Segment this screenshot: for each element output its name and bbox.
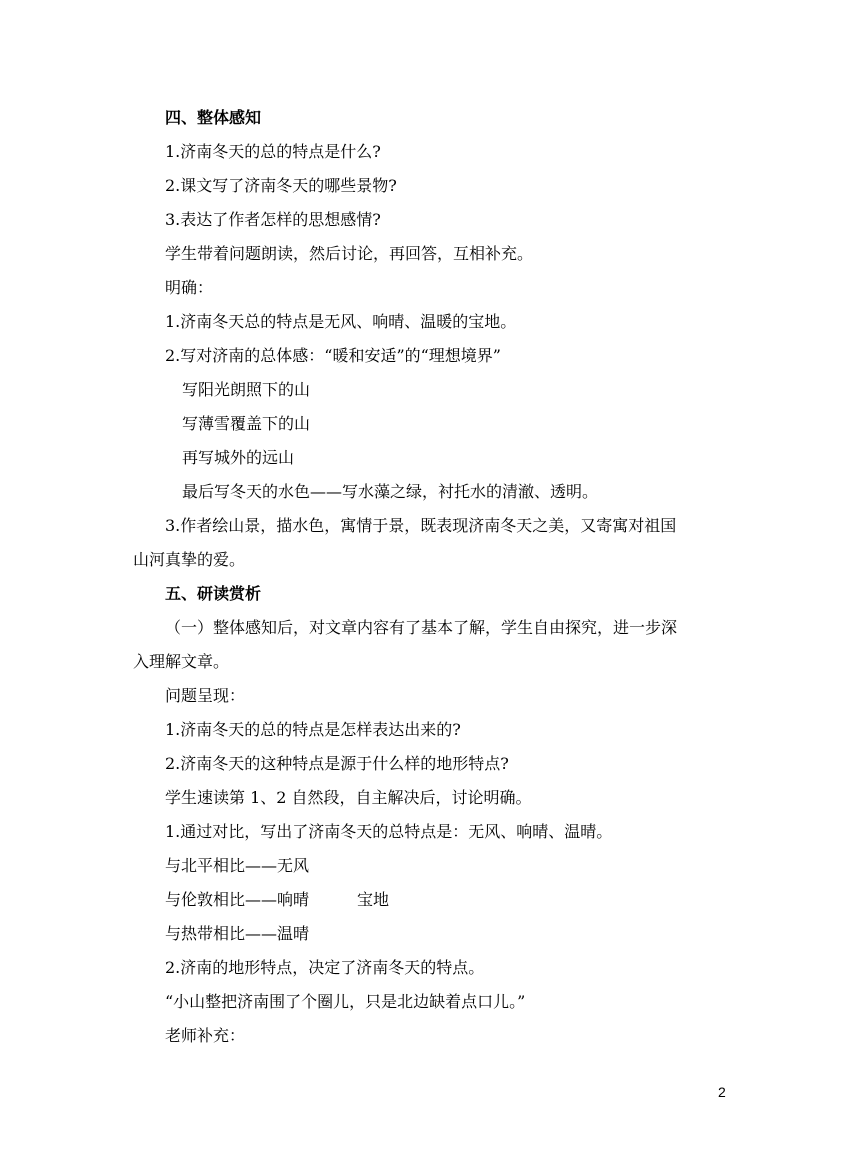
answer-3-line-2: 山河真挚的爱。 bbox=[133, 550, 246, 569]
study-answer-1: 1.通过对比，写出了济南冬天的总特点是：无风、响晴、温晴。 bbox=[165, 822, 613, 841]
activity-text: 学生带着问题朗读，然后讨论，再回答，互相补充。 bbox=[165, 244, 534, 263]
teacher-note-label: 老师补充： bbox=[165, 1026, 246, 1045]
study-answer-2: 2.济南的地形特点，决定了济南冬天的特点。 bbox=[165, 958, 485, 977]
section-heading-overall-perception: 四、整体感知 bbox=[165, 108, 262, 127]
intro-line-2: 入理解文章。 bbox=[133, 652, 230, 671]
comparison-tropics: 与热带相比——温晴 bbox=[165, 924, 310, 943]
comparison-beiping: 与北平相比——无风 bbox=[165, 856, 310, 875]
study-activity: 学生速读第 1、2 自然段，自主解决后，讨论明确。 bbox=[165, 788, 532, 807]
quote-text: “小山整把济南围了个圈儿，只是北边缺着点口儿。” bbox=[165, 992, 526, 1011]
study-question-1: 1.济南冬天的总的特点是怎样表达出来的? bbox=[165, 720, 461, 739]
page-number: 2 bbox=[718, 1084, 726, 1100]
answer-3-line-1: 3.作者绘山景，描水色，寓情于景，既表现济南冬天之美，又寄寓对祖国 bbox=[165, 516, 677, 535]
answer-2-item-4: 最后写冬天的水色——写水藻之绿，衬托水的清澈、透明。 bbox=[182, 482, 599, 501]
answer-2-item-1: 写阳光朗照下的山 bbox=[182, 380, 311, 399]
question-2: 2.课文写了济南冬天的哪些景物? bbox=[165, 176, 397, 195]
comparison-london: 与伦敦相比——响晴 bbox=[165, 890, 310, 909]
answer-2-item-3: 再写城外的远山 bbox=[182, 448, 295, 467]
answer-1: 1.济南冬天总的特点是无风、响晴、温暖的宝地。 bbox=[165, 312, 517, 331]
comparison-note: 宝地 bbox=[357, 890, 390, 909]
section-heading-study-appreciation: 五、研读赏析 bbox=[165, 584, 262, 603]
study-question-2: 2.济南冬天的这种特点是源于什么样的地形特点? bbox=[165, 754, 509, 773]
clarify-label: 明确： bbox=[165, 278, 214, 297]
question-3: 3.表达了作者怎样的思想感情? bbox=[165, 210, 381, 229]
questions-label: 问题呈现： bbox=[165, 686, 246, 705]
question-1: 1.济南冬天的总的特点是什么? bbox=[165, 142, 381, 161]
answer-2-item-2: 写薄雪覆盖下的山 bbox=[182, 414, 311, 433]
answer-2: 2.写对济南的总体感：“暖和安适”的“理想境界” bbox=[165, 346, 501, 365]
intro-line-1: （一）整体感知后，对文章内容有了基本了解，学生自由探究，进一步深 bbox=[165, 618, 678, 637]
